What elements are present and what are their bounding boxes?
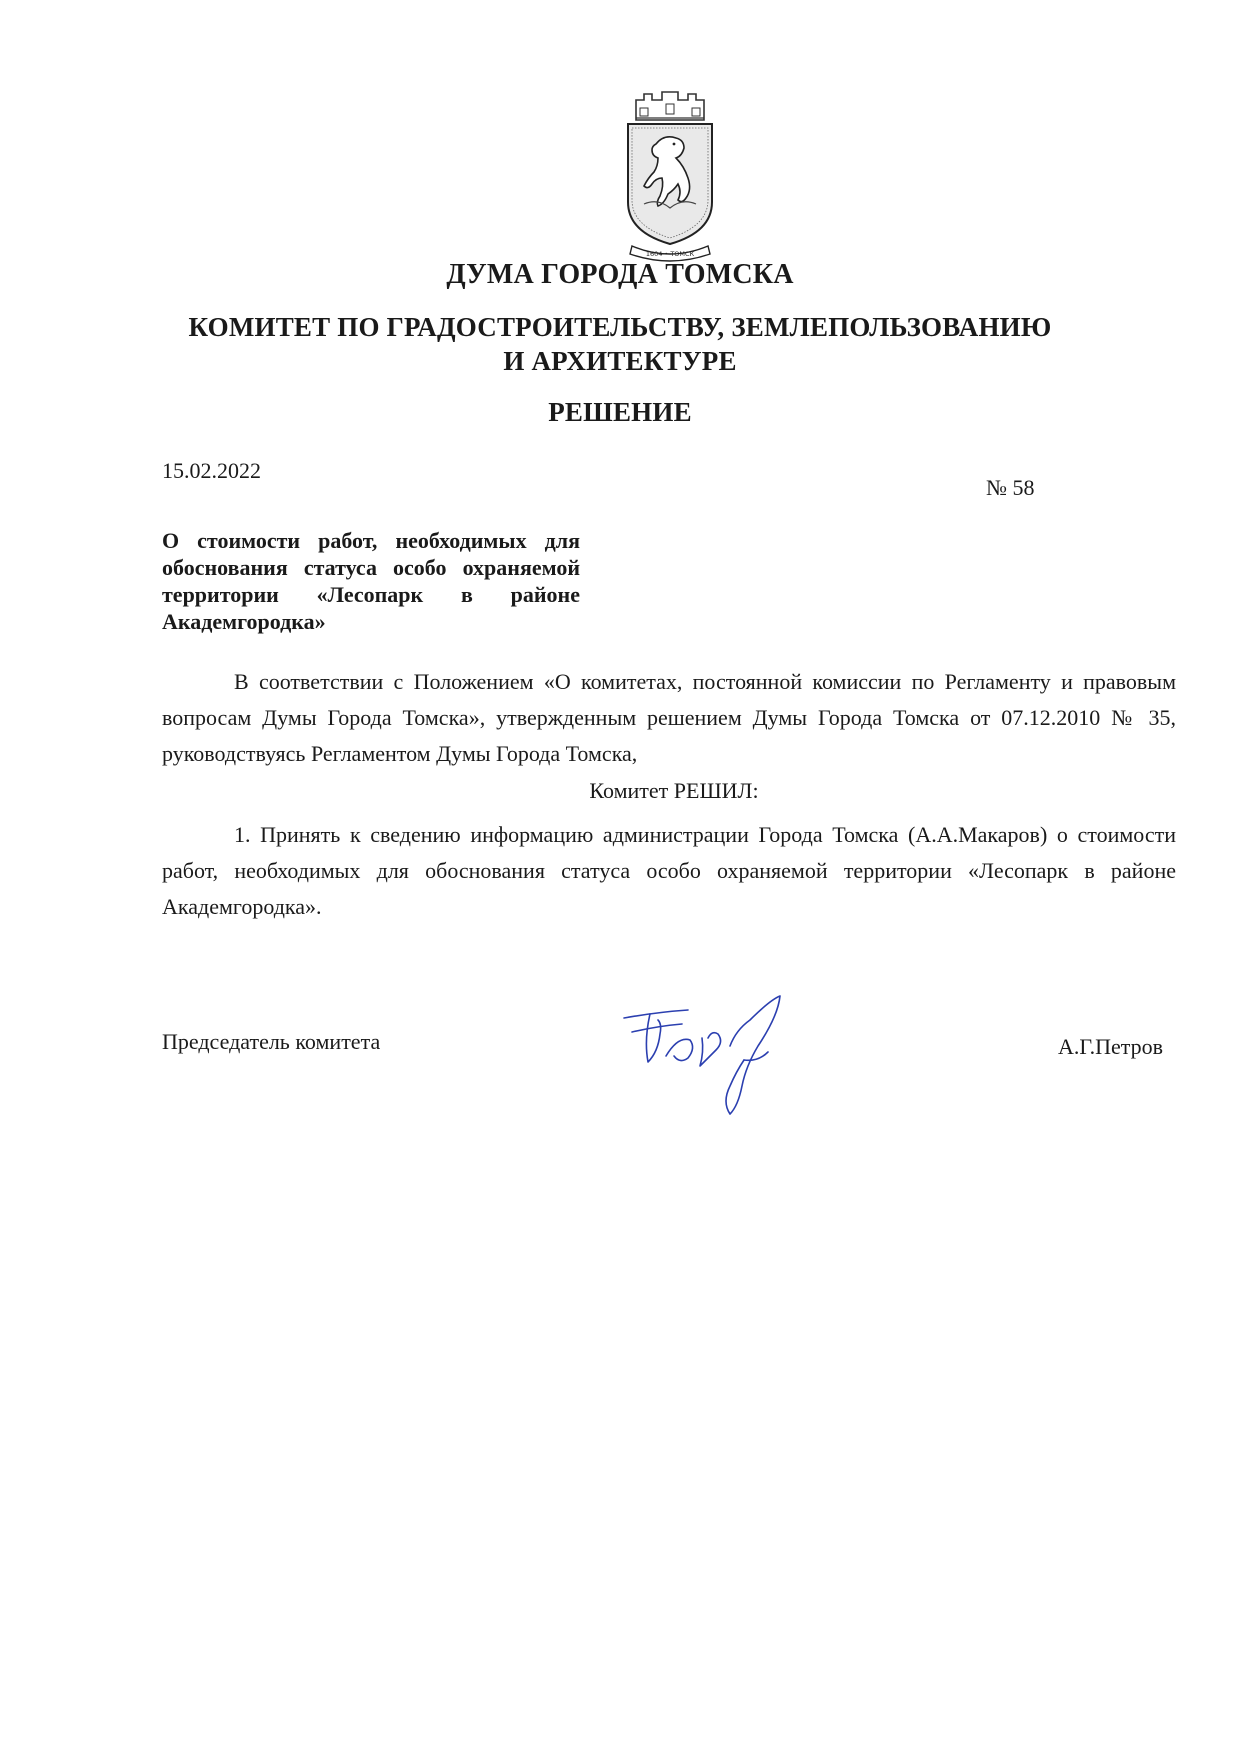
handwritten-signature xyxy=(618,990,818,1140)
resolution-item-1: 1. Принять к сведению информацию администрации Города Томска (А.А.Макаров) о стоимости работ, необходимых для обоснования статуса особо охраняемой территории «Лесопарк в районе Академгородка». xyxy=(162,822,1176,919)
committee-title-line-2: И АРХИТЕКТУРЕ xyxy=(503,346,737,376)
emblem-motto: 1604 • ТОМСК xyxy=(645,250,695,258)
document-number: № 58 xyxy=(986,475,1035,500)
committee-title xyxy=(0,310,1240,378)
signatory-name: А.Г.Петров xyxy=(1058,1034,1164,1059)
organization-title: ДУМА ГОРОДА ТОМСКА xyxy=(446,259,794,290)
resolved-statement: Комитет РЕШИЛ: xyxy=(589,778,759,803)
signatory-title: Председатель комитета xyxy=(162,1029,381,1054)
document-subject: О стоимости работ, необходимых для обоснования статуса особо охраняемой территории «Лесопарк в районе Академгородка» xyxy=(162,528,580,634)
document-date: 15.02.2022 xyxy=(162,458,261,483)
document-type: РЕШЕНИЕ xyxy=(548,397,692,427)
committee-title-line-1: КОМИТЕТ ПО ГРАДОСТРОИТЕЛЬСТВУ, ЗЕМЛЕПОЛЬЗОВАНИЮ xyxy=(188,312,1052,342)
coat-of-arms-icon xyxy=(618,86,722,264)
basis-paragraph: В соответствии с Положением «О комитетах, постоянной комиссии по Регламенту и правовым вопросам Думы Города Томска», утвержденным решением Думы Города Томска от 07.12.2010 № 35, руководствуясь Регламентом Думы Города Томска, xyxy=(162,669,1176,766)
